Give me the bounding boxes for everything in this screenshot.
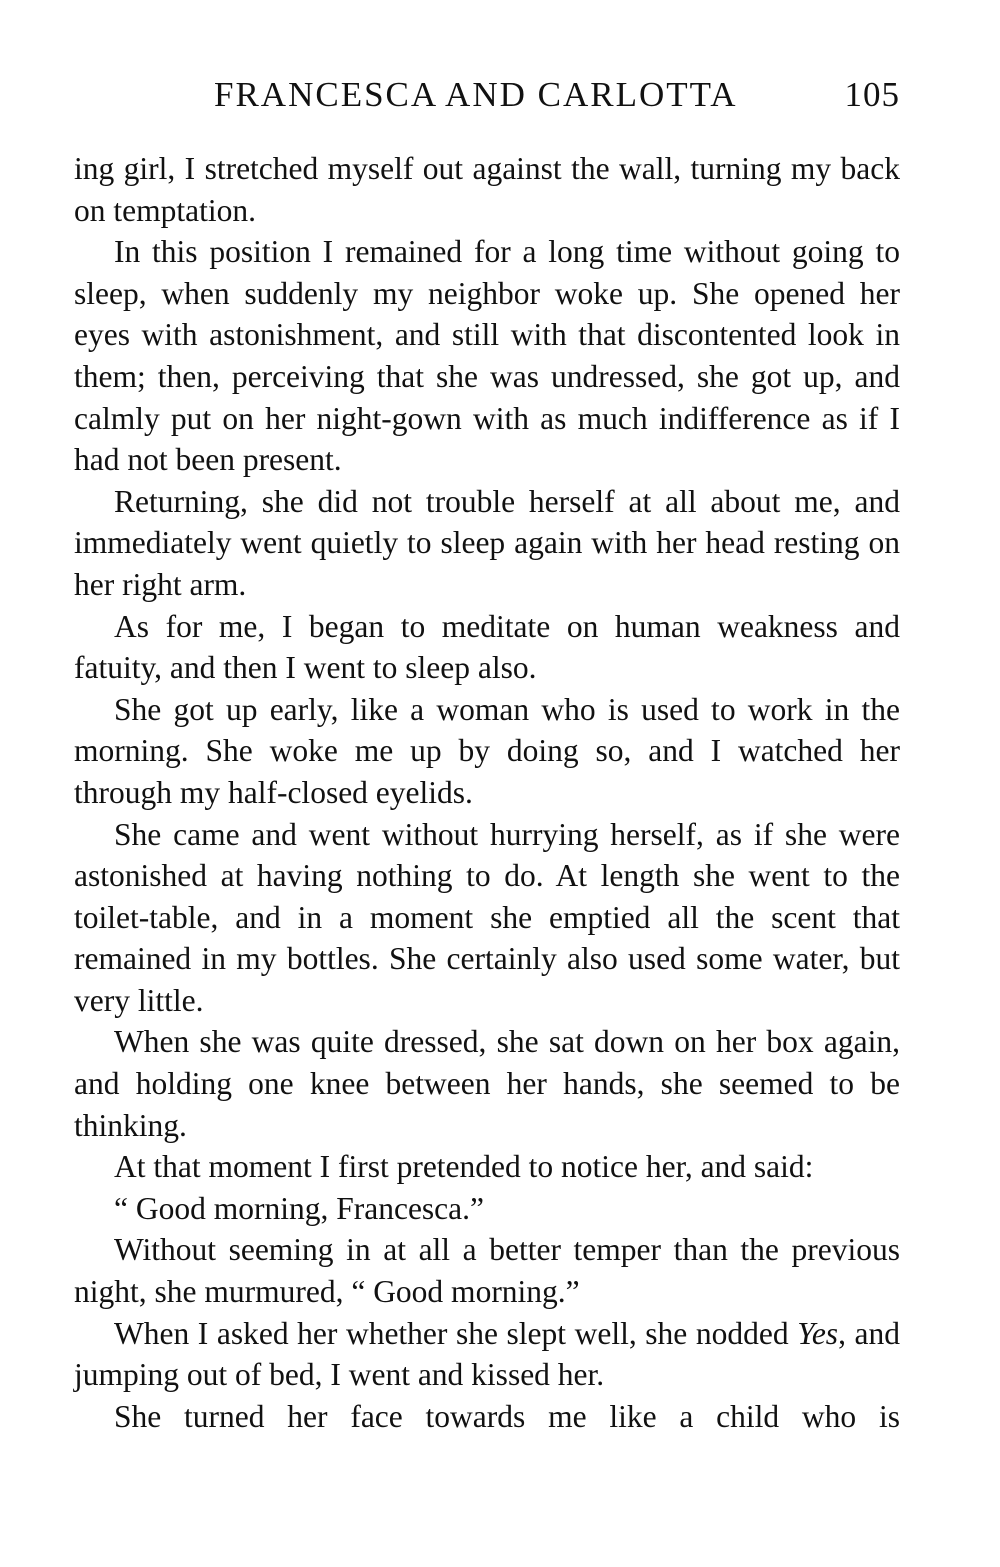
- paragraph-9: “ Good morning, Francesca.”: [114, 1190, 485, 1226]
- body-text: [74, 148, 900, 1437]
- paragraph-6: She came and went without hurrying herself, as if she were astonished at having nothing to do. At length she went to the toilet-table, and in a moment she emptied all the scent that remained in my bottles. She certainly also used some water, but very little.: [74, 816, 900, 1018]
- page-number: 105: [844, 75, 900, 114]
- paragraph-5: She got up early, like a woman who is used to work in the morning. She woke me up by doing so, and I watched her through my half-closed eyelids.: [74, 691, 900, 810]
- paragraph-1: ing girl, I stretched myself out against the wall, turning my back on temptation.: [74, 151, 900, 228]
- book-page: [74, 72, 900, 1437]
- italic-yes: Yes: [797, 1315, 839, 1351]
- paragraph-4: As for me, I began to meditate on human weakness and fatuity, and then I went to sleep also.: [74, 608, 900, 686]
- paragraph-11: [74, 1313, 900, 1396]
- paragraph-8: At that moment I first pretended to notice her, and said:: [114, 1149, 814, 1185]
- paragraph-10: Without seeming in at all a better temper than the previous night, she murmured, “ Good morning.”: [74, 1232, 900, 1310]
- paragraph-12: She turned her face towards me like a child who is: [114, 1398, 900, 1434]
- paragraph-2: In this position I remained for a long time without going to sleep, when suddenly my neighbor woke up. She opened her eyes with astonishment, and still with that discontented look in them; then, perceiving that she was undressed, she got up, and calmly put on her night-gown with as much indifference as if I had not been present.: [74, 234, 900, 478]
- paragraph-11-before: When I asked her whether she slept well, she nodded: [114, 1315, 798, 1351]
- paragraph-11-after: , and jumping out of bed, I went and kissed her.: [74, 1315, 900, 1393]
- running-title: FRANCESCA AND CARLOTTA: [214, 75, 738, 114]
- paragraph-7: When she was quite dressed, she sat down on her box again, and holding one knee between her hands, she seemed to be thinking.: [74, 1024, 900, 1143]
- paragraph-3: Returning, she did not trouble herself at all about me, and immediately went quietly to sleep again with her head resting on her right arm.: [74, 483, 900, 602]
- page-header: [74, 72, 900, 118]
